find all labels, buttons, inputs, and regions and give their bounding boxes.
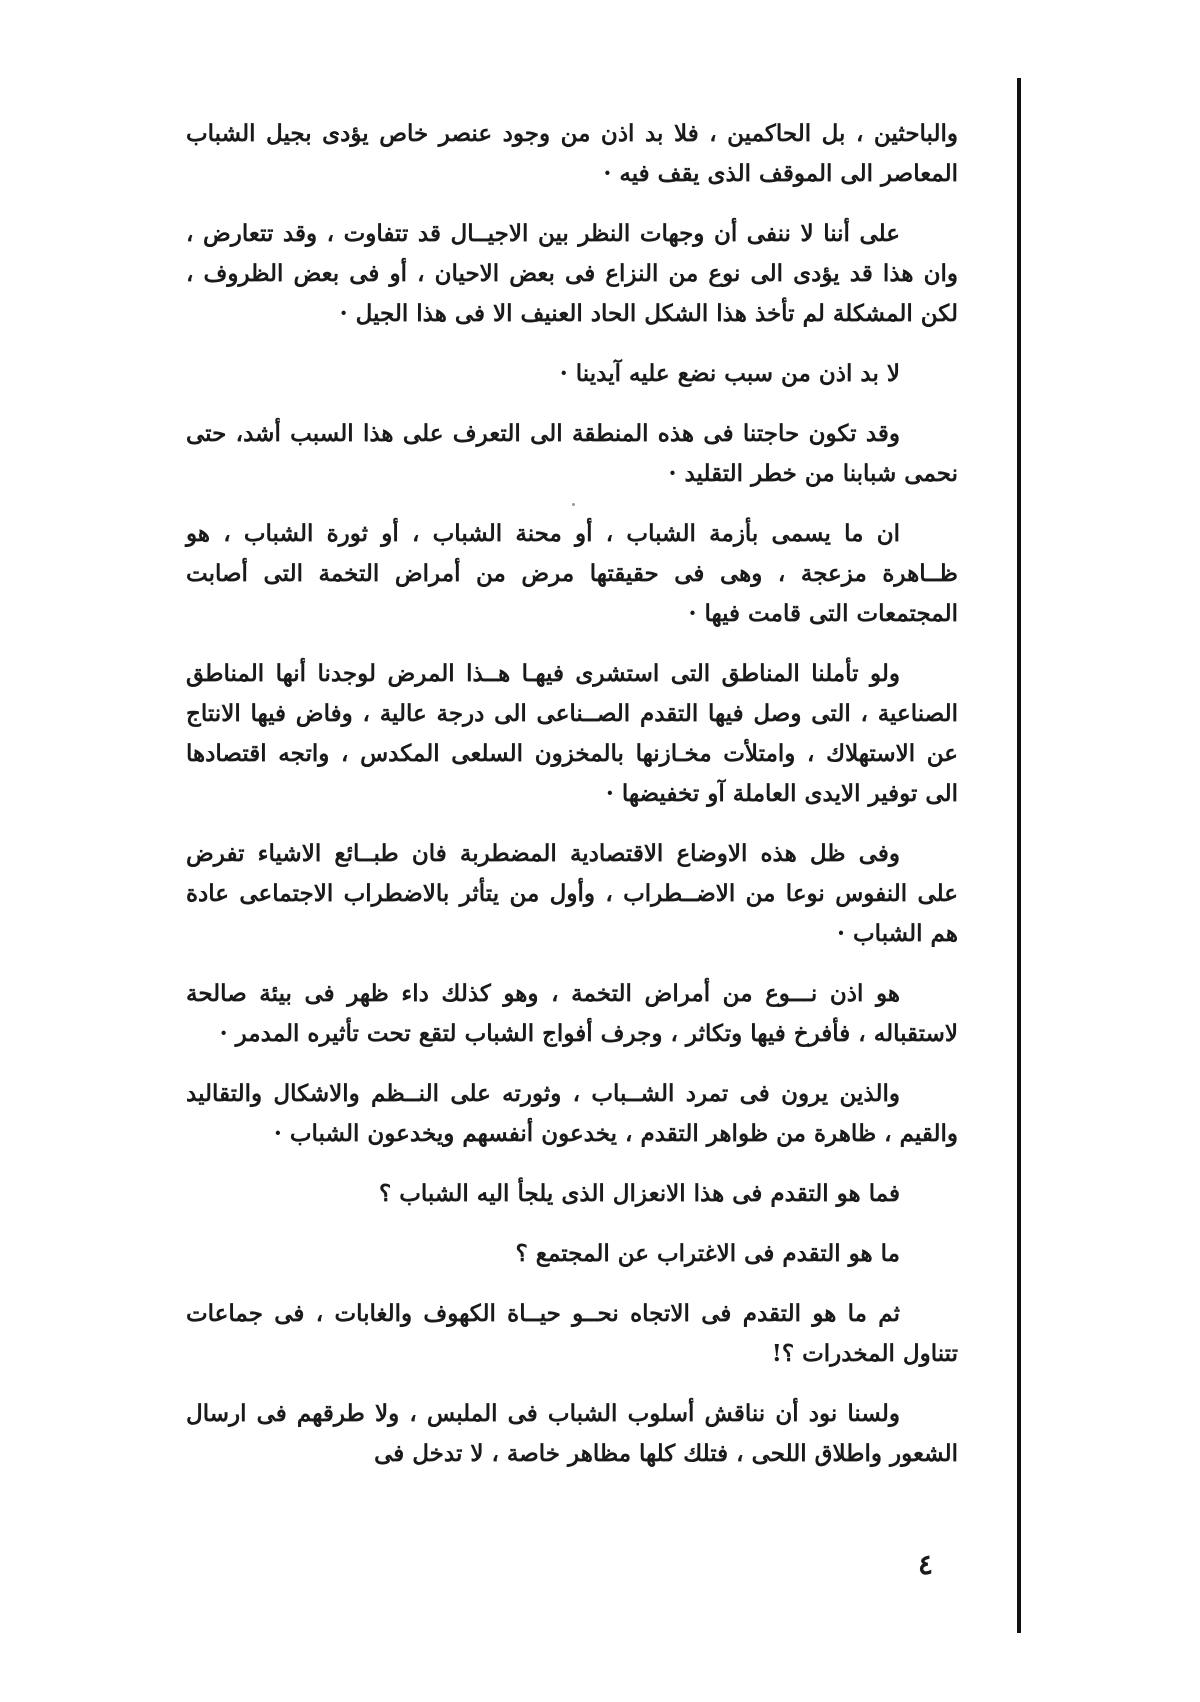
body-text [186,114,958,1494]
paragraph: ولسنا نود أن نناقش أسلوب الشباب فى الملبس ، ولا طرقهم فى ارسال الشعور واطلاق اللحى ، فتلك كلها مظاهر خاصة ، لا تدخل فى [186,1400,958,1467]
paragraph: ولو تأملنا المناطق التى استشرى فيهـا هــذا المرض لوجدنا أنها المناطق الصناعية ، التى وصل فيها التقدم الصــناعى الى درجة عالية ، وفاض فيها الانتاج عن الاستهلاك ، وامتلأت مخـازنها بالمخزون السلعى المكدس ، واتجه اقتصادها الى توفير الايدى العاملة آو تخفيضها · [186,660,958,807]
question-line: فما هو التقدم فى هذا الانعزال الذى يلجأ اليه الشباب ؟ [379,1180,900,1207]
paragraph: لا بد اذن من سبب نضع عليه آيدينا · [559,360,900,387]
paragraph: ان ما يسمى بأزمة الشباب ، أو محنة الشباب ، أو ثورة الشباب ، هو ظــاهرة مزعجة ، وهى فى حقيقتها مرض من أمراض التخمة التى أصابت المجتمعات التى قامت فيها · [186,520,958,627]
paragraph: وقد تكون حاجتنا فى هذه المنطقة الى التعرف على هذا السبب أشد، حتى نحمى شبابنا من خطر التقليد · [186,420,958,487]
paragraph: وفى ظل هذه الاوضاع الاقتصادية المضطربة فان طبــائع الاشياء تفرض على النفوس نوعا من الاضــطراب ، وأول من يتأثر بالاضطراب الاجتماعى عادة هم الشباب · [186,840,958,947]
paragraph: على أننا لا ننفى أن وجهات النظر بين الاجيــال قد تتفاوت ، وقد تتعارض ، وان هذا قد يؤدى الى نوع من النزاع فى بعض الاحيان ، أو فى بعض الظروف ، لكن المشكلة لم تأخذ هذا الشكل الحاد العنيف الا فى هذا الجيل · [186,220,958,327]
margin-rule [1017,78,1021,1633]
question-paragraph: ثم ما هو التقدم فى الاتجاه نحــو حيــاة الكهوف والغابات ، فى جماعات تتناول المخدرات ؟! [186,1300,958,1367]
paragraph: والذين يرون فى تمرد الشــباب ، وثورته على النــظم والاشكال والتقاليد والقيم ، ظاهرة من ظواهر التقدم ، يخدعون أنفسهم ويخدعون الشباب · [186,1080,958,1147]
paragraph-continuation: والباحثين ، بل الحاكمين ، فلا بد اذن من وجود عنصر خاص يؤدى بجيل الشباب المعاصر الى الموقف الذى يقف فيه · [186,120,958,187]
paragraph: هو اذن نـــوع من أمراض التخمة ، وهو كذلك داء ظهر فى بيئة صالحة لاستقباله ، فأفرخ فيها وتكاثر ، وجرف أفواج الشباب لتقع تحت تأثيره المدمر · [186,980,958,1047]
page-number: ٤ [918,1548,934,1581]
question-line: ما هو التقدم فى الاغتراب عن المجتمع ؟ [515,1240,900,1267]
